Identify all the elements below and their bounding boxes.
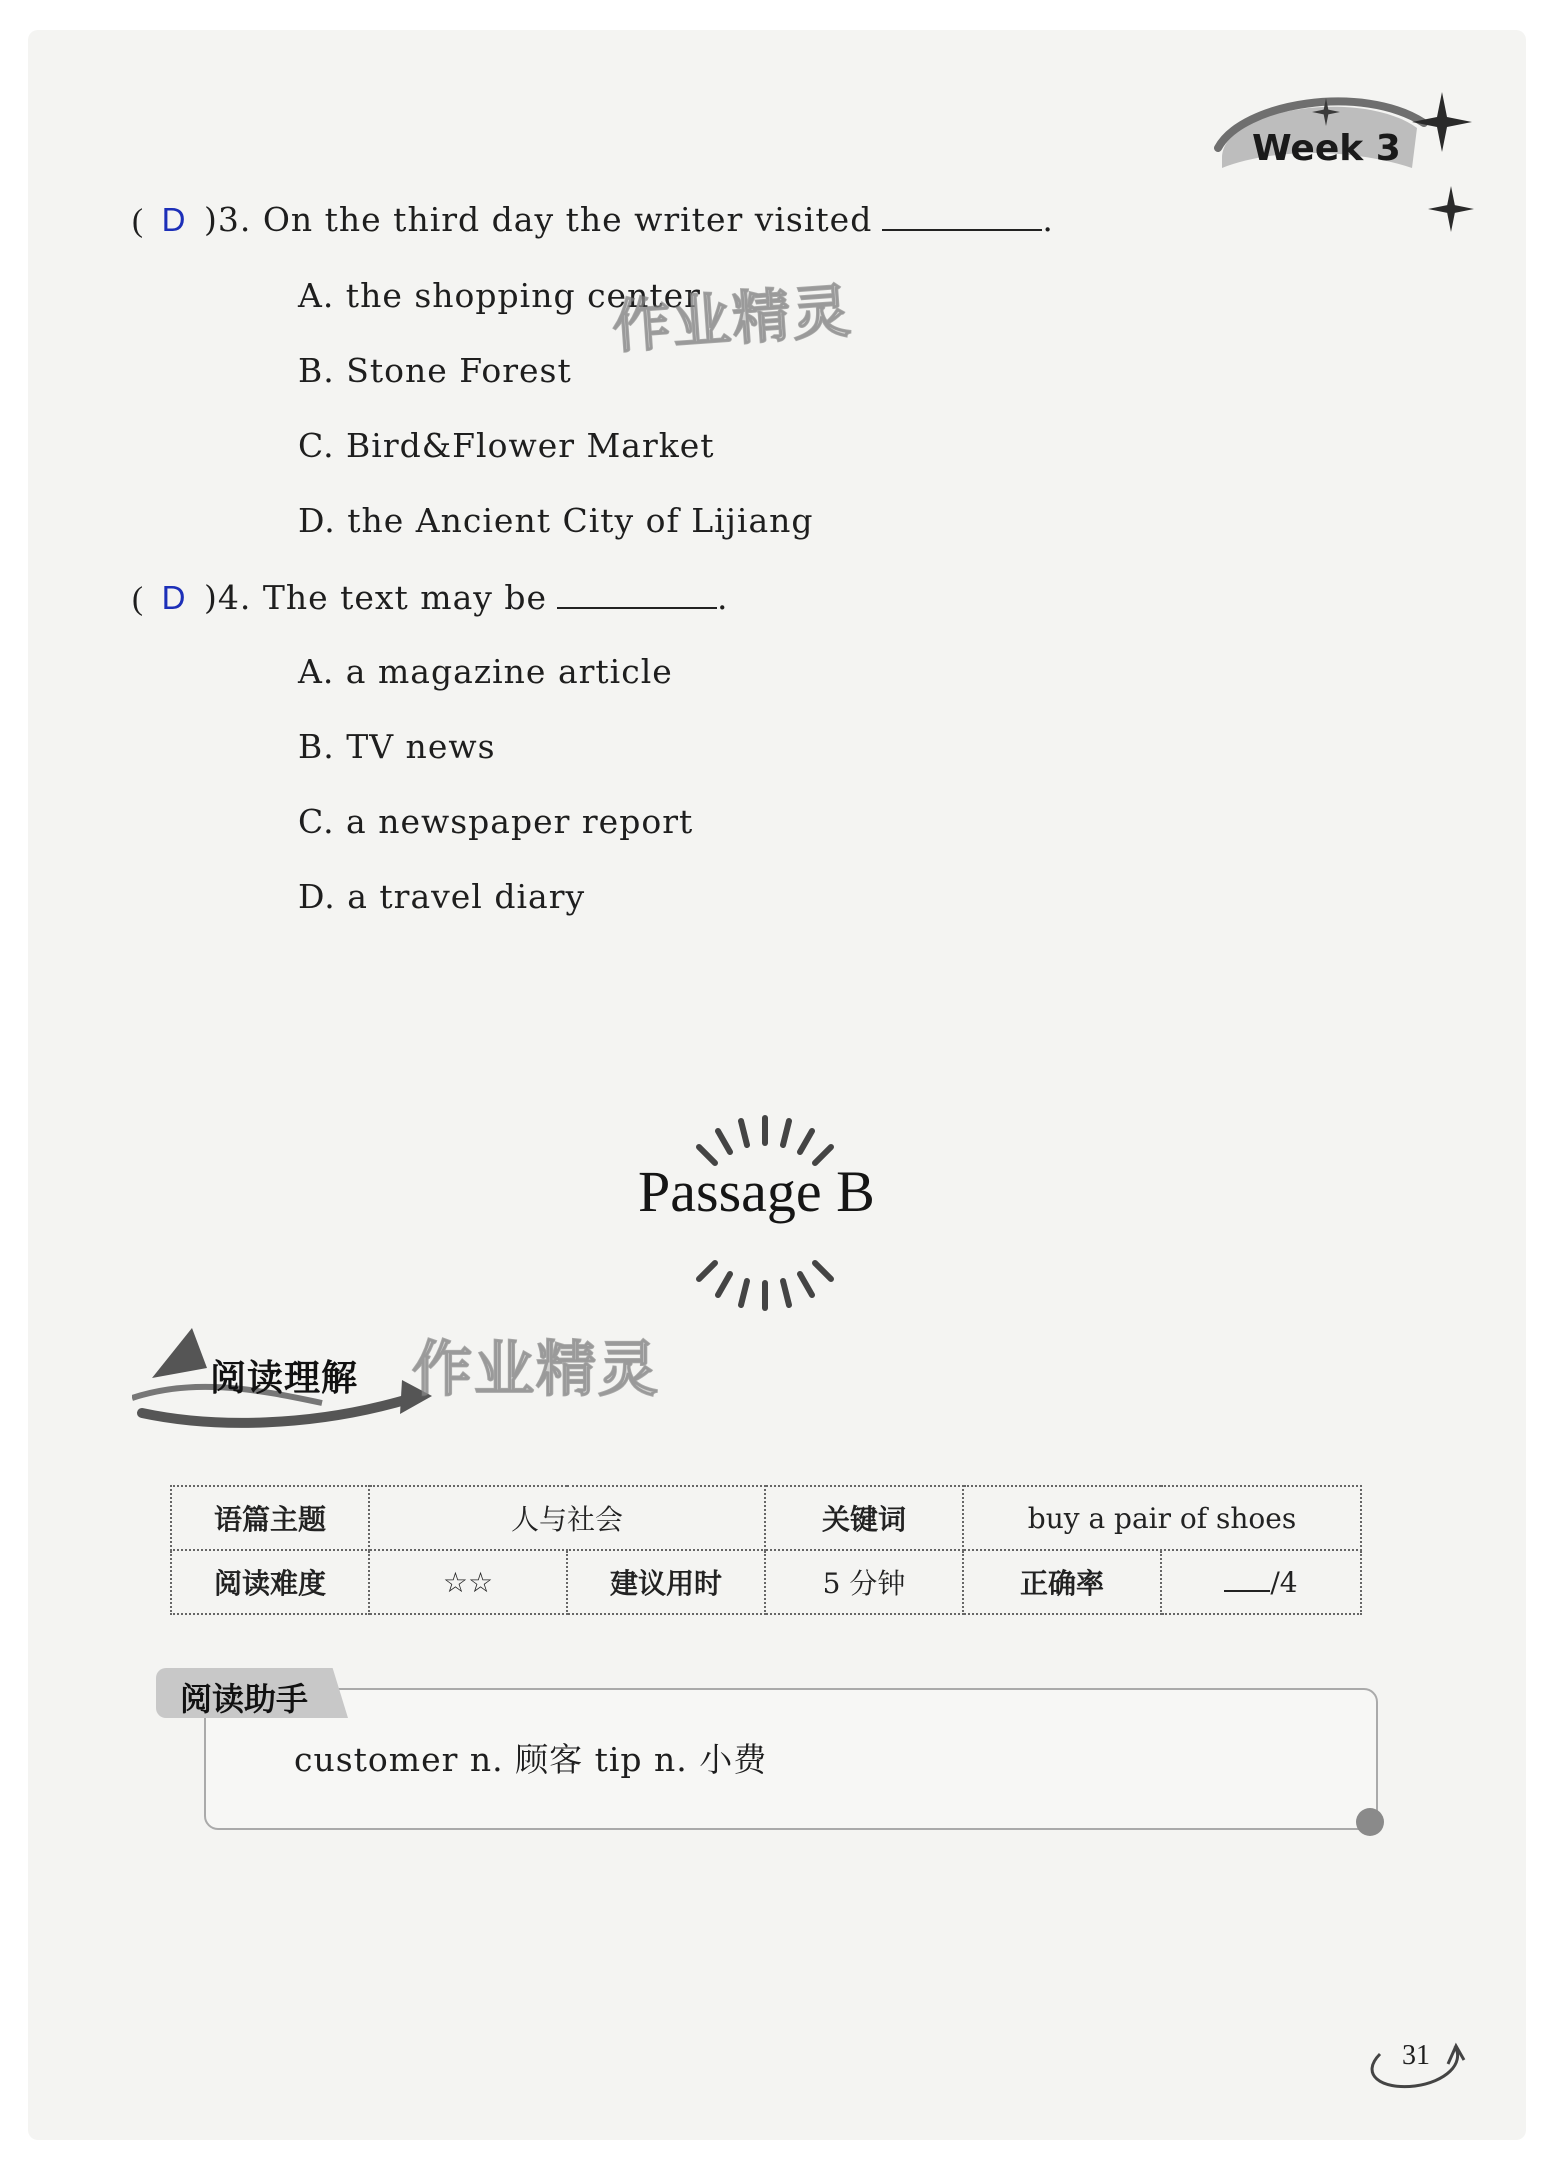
difficulty-value: ☆☆ bbox=[369, 1550, 567, 1614]
sparkle-icon bbox=[1428, 186, 1474, 232]
question-3: ( D )3. On the third day the writer visited . bbox=[132, 200, 1054, 239]
option-3c: C. Bird&Flower Market bbox=[298, 426, 715, 465]
page-number: 31 bbox=[1402, 2040, 1430, 2071]
option-4b: B. TV news bbox=[298, 727, 496, 766]
helper-title: 阅读助手 bbox=[180, 1680, 309, 1718]
watermark: 作业精灵 bbox=[412, 1335, 660, 1405]
time-label: 建议用时 bbox=[567, 1550, 765, 1614]
keyword-value: buy a pair of shoes bbox=[963, 1486, 1361, 1550]
accuracy-cell bbox=[1161, 1550, 1361, 1614]
passage-title: Passage B bbox=[638, 1159, 875, 1224]
page-number-swirl bbox=[1360, 2024, 1470, 2094]
topic-value: 人与社会 bbox=[369, 1486, 765, 1550]
option-3a: A. the shopping center bbox=[298, 276, 701, 315]
sparkle-icon bbox=[1412, 92, 1472, 152]
answer-3: D bbox=[161, 201, 187, 238]
answer-blank bbox=[882, 203, 1042, 231]
passage-info-table bbox=[170, 1485, 1362, 1615]
option-4d: D. a travel diary bbox=[298, 877, 586, 916]
accuracy-label: 正确率 bbox=[963, 1550, 1161, 1614]
watermark: 作业精灵 bbox=[610, 276, 855, 362]
question-4-stem: )4. The text may be bbox=[204, 578, 548, 617]
helper-vocabulary: customer n. 顾客 tip n. 小费 bbox=[294, 1740, 768, 1779]
score-blank bbox=[1224, 1568, 1270, 1592]
accuracy-value: /4 bbox=[1270, 1565, 1298, 1599]
option-4a: A. a magazine article bbox=[298, 652, 673, 691]
corner-dot bbox=[1356, 1808, 1384, 1836]
option-3b: B. Stone Forest bbox=[298, 351, 572, 390]
answer-4: D bbox=[161, 579, 187, 616]
option-3d: D. the Ancient City of Lijiang bbox=[298, 501, 814, 540]
time-value: 5 分钟 bbox=[765, 1550, 963, 1614]
difficulty-label: 阅读难度 bbox=[171, 1550, 369, 1614]
week-label: Week 3 bbox=[1252, 128, 1401, 169]
small-sparkle-icon bbox=[1312, 98, 1340, 126]
answer-blank bbox=[557, 581, 717, 609]
question-3-stem: )3. On the third day the writer visited bbox=[204, 200, 873, 239]
keyword-label: 关键词 bbox=[765, 1486, 963, 1550]
option-4c: C. a newspaper report bbox=[298, 802, 694, 841]
topic-label: 语篇主题 bbox=[171, 1486, 369, 1550]
reading-section-title: 阅读理解 bbox=[210, 1358, 359, 1399]
question-4: ( D )4. The text may be . bbox=[132, 578, 729, 617]
